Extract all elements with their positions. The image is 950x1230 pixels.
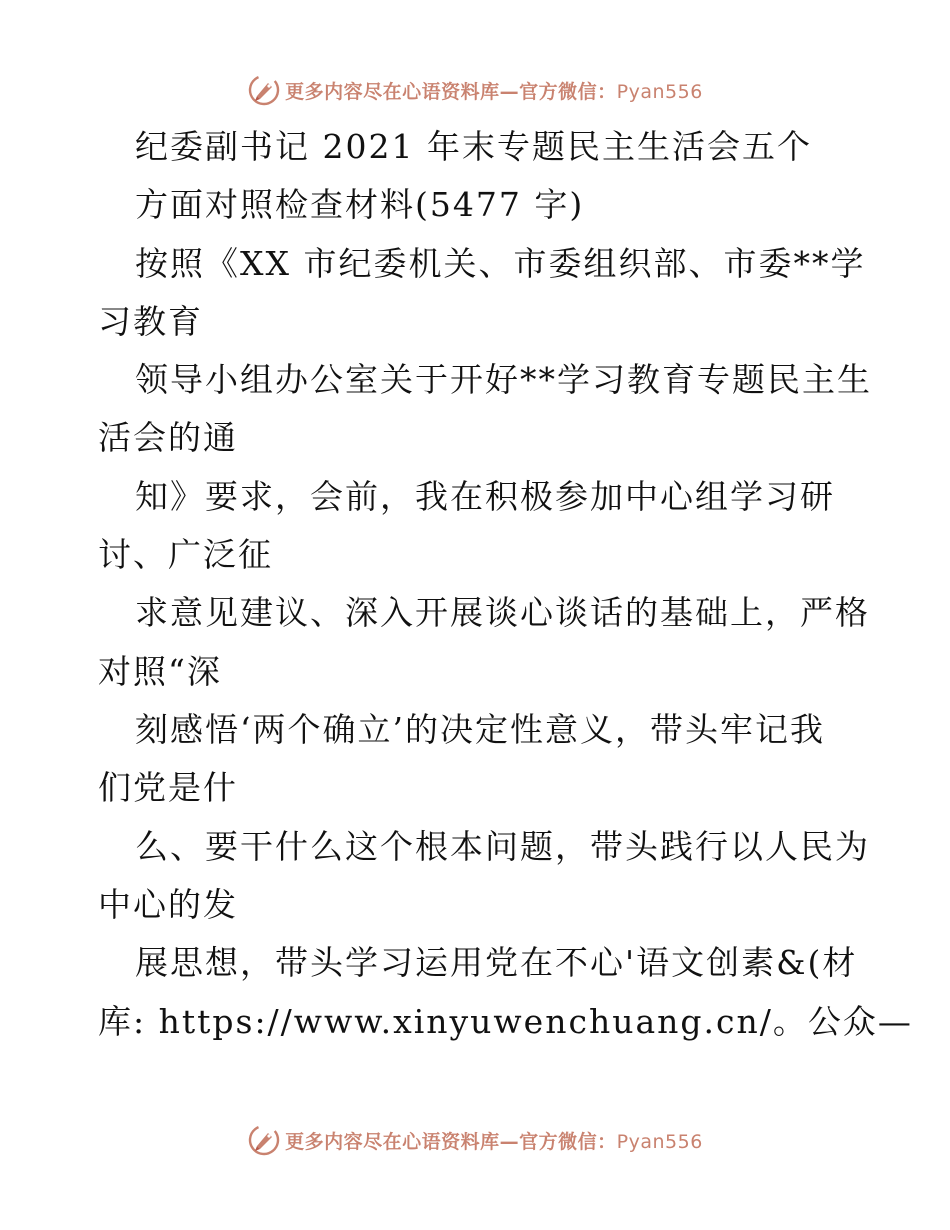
doc-text-line: 知》要求，会前，我在积极参加中心组学习研 <box>135 477 835 516</box>
doc-text-line: 刻感悟‘两个确立’的决定性意义，带头牢记我 <box>135 710 825 749</box>
doc-text-line: 么、要干什么这个根本问题，带头践行以人民为 <box>135 827 870 866</box>
watermark-handle: Pyan556 <box>616 1130 703 1153</box>
doc-text-line: 展思想，带头学习运用党在不心'语文创素&(材 <box>135 943 858 982</box>
watermark-label: 更多内容尽在心语资料库—官方微信： <box>285 80 617 103</box>
watermark-handle: Pyan556 <box>616 80 703 103</box>
doc-title-line-1: 纪委副书记 2021 年末专题民主生活会五个 <box>135 127 812 166</box>
doc-text-line: 库: https://www.xinyuwenchuang.cn/。公众— <box>98 1002 913 1041</box>
doc-text-line: 们党是什 <box>98 768 238 807</box>
doc-text-line: 按照《XX 市纪委机关、市委组织部、市委**学 <box>135 244 866 283</box>
doc-text-line: 习教育 <box>98 302 203 341</box>
doc-text-line: 求意见建议、深入开展谈心谈话的基础上，严格 <box>135 593 870 632</box>
doc-title-line-2: 方面对照检查材料(5477 字) <box>135 185 585 224</box>
doc-text-line: 讨、广泛征 <box>98 535 273 574</box>
doc-text-line: 中心的发 <box>98 885 238 924</box>
doc-text-line: 领导小组办公室关于开好**学习教育专题民主生 <box>135 360 872 399</box>
watermark-text <box>285 1127 703 1154</box>
footer-watermark <box>0 1120 950 1160</box>
doc-text-line: 活会的通 <box>98 418 238 457</box>
pen-nib-logo-icon <box>247 1123 281 1157</box>
doc-text-line: 对照“深 <box>98 652 222 691</box>
watermark-label: 更多内容尽在心语资料库—官方微信： <box>285 1130 617 1153</box>
